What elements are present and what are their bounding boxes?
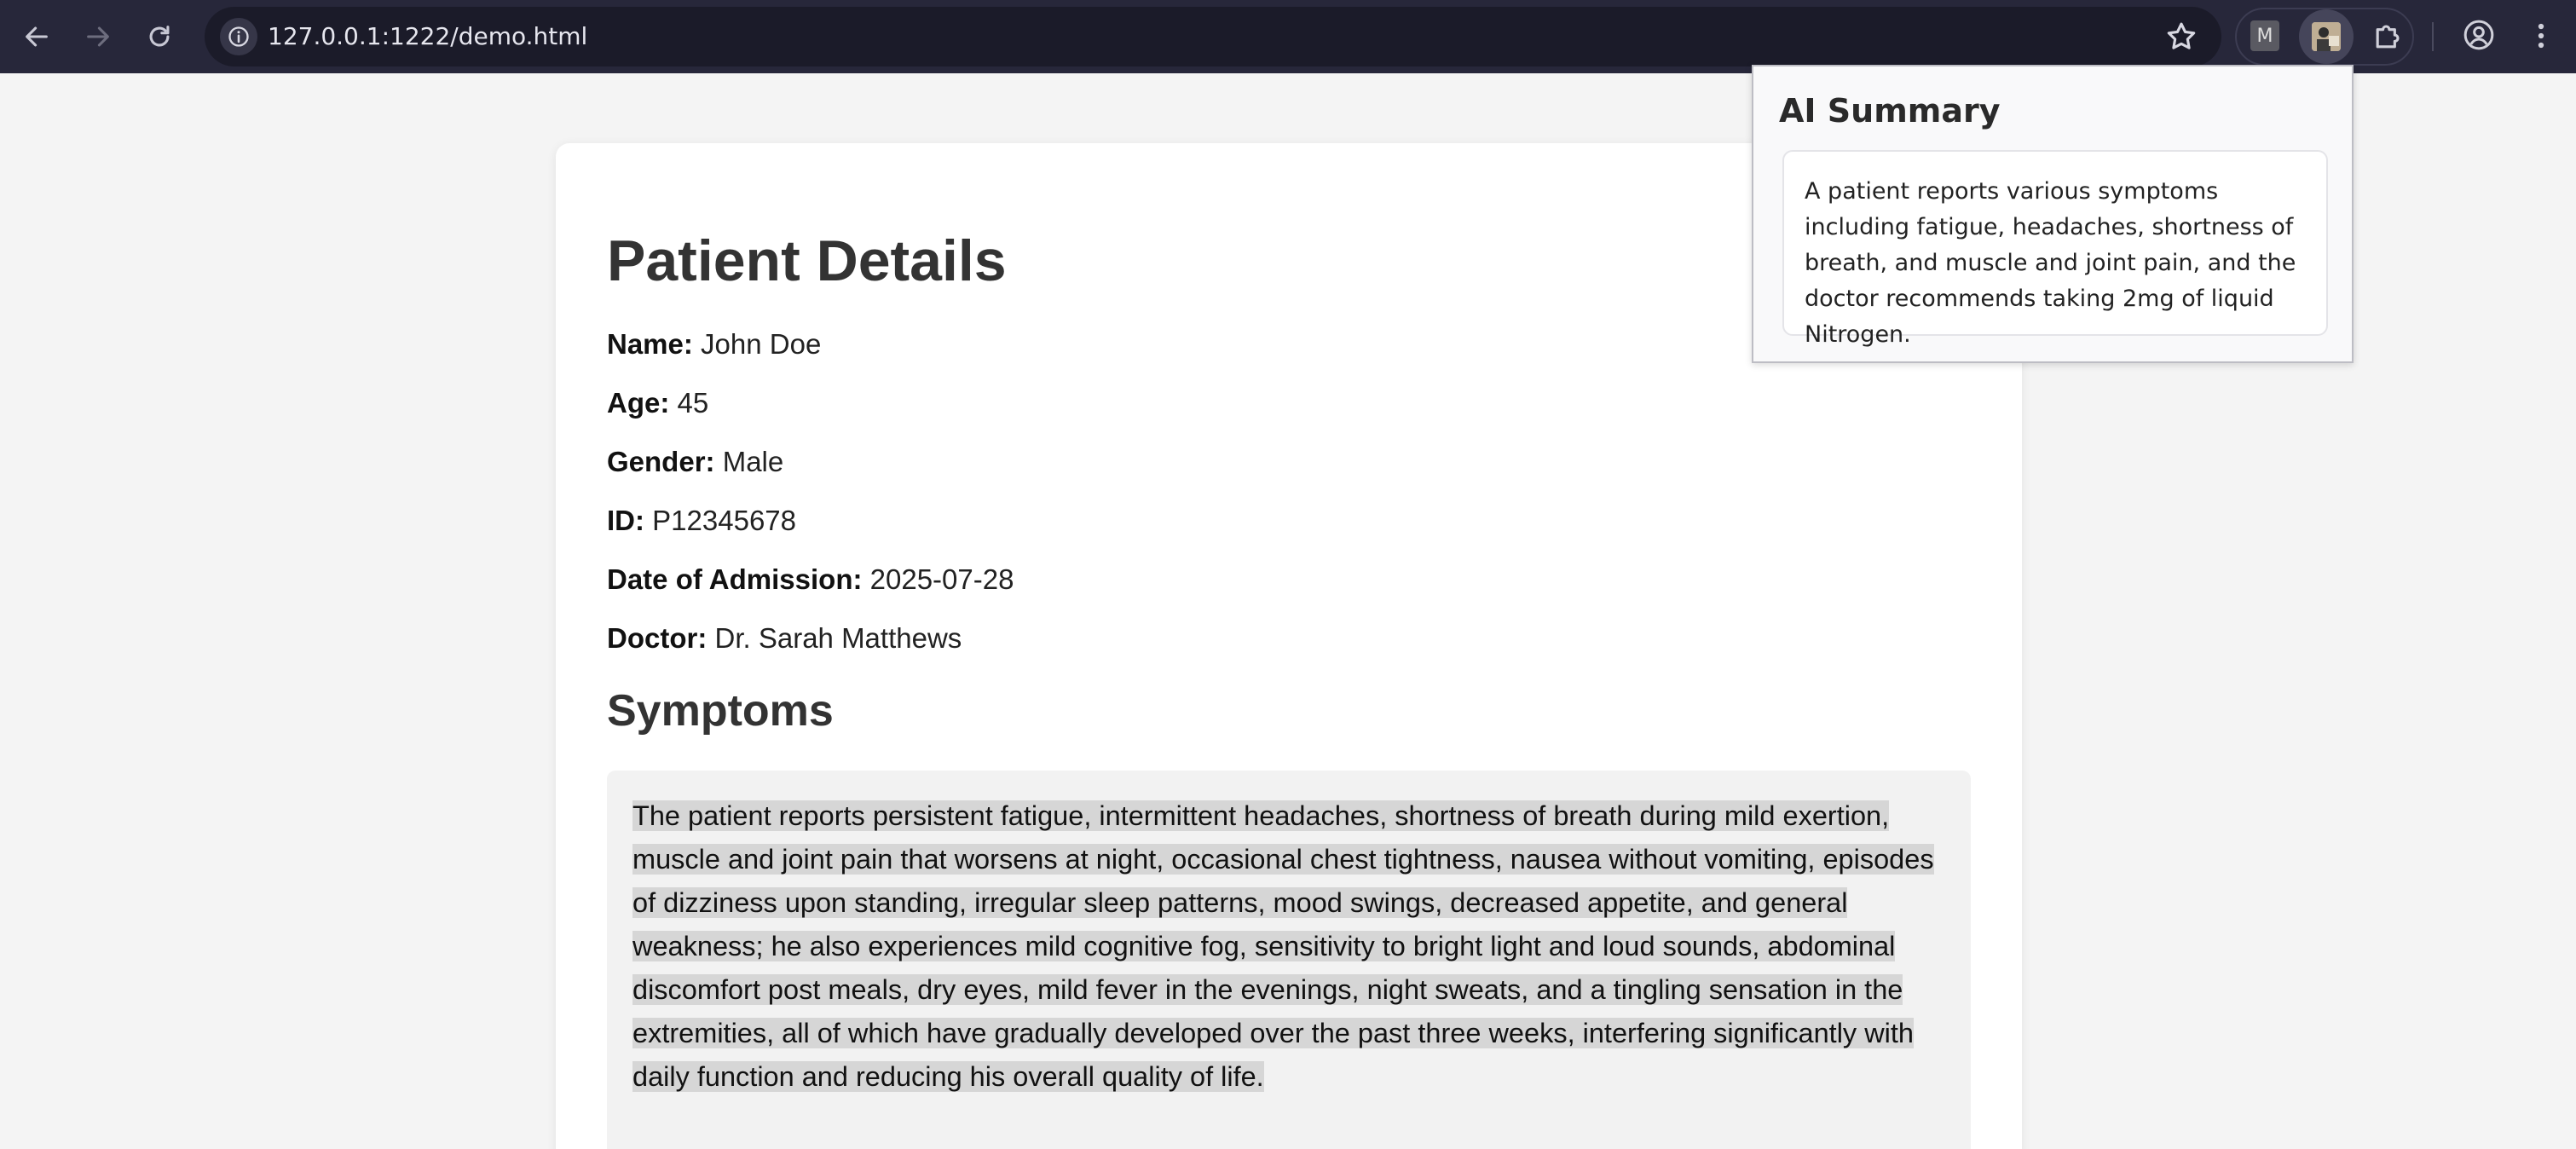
field-age [607, 386, 708, 420]
field-value: John Doe [701, 328, 822, 360]
page-title: Patient Details [607, 228, 1007, 293]
field-id [607, 504, 796, 538]
field-label: Name: [607, 328, 693, 360]
toolbar-divider [2432, 22, 2434, 51]
symptoms-box [607, 771, 1971, 1149]
field-label: ID: [607, 505, 644, 536]
kebab-menu-icon[interactable] [2527, 17, 2556, 55]
back-arrow-icon[interactable] [15, 15, 58, 58]
field-admission-date [607, 563, 1014, 597]
ai-summary-popup [1752, 65, 2354, 363]
symptoms-paragraph[interactable] [632, 794, 1952, 1099]
browser-toolbar [0, 0, 2576, 73]
field-name [607, 327, 821, 361]
symptoms-heading: Symptoms [607, 686, 834, 736]
field-label: Age: [607, 387, 670, 419]
field-value: Dr. Sarah Matthews [714, 622, 962, 654]
symptoms-selected-text[interactable]: The patient reports persistent fatigue, intermittent headaches, shortness of breath during mild exertion, muscle and joint pain that worsens at night, occasional chest tightness, nausea without vomiting, episodes of dizziness upon standing, irregular sleep patterns, mood swings, decreased appetite, and general weakness; he also experiences mild cognitive fog, sensitivity to bright light and loud sounds, abdominal discomfort post meals, dry eyes, mild fever in the evenings, night sweats, and a tingling sensation in the extremities, all of which have gradually developed over the past three weeks, interfering significantly with daily function and reducing his overall quality of life. [632, 800, 1934, 1092]
field-value: 45 [677, 387, 709, 419]
field-label: Doctor: [607, 622, 708, 654]
url-text[interactable]: 127.0.0.1:1222/demo.html [268, 22, 588, 50]
forward-arrow-icon[interactable] [77, 15, 119, 58]
field-doctor [607, 621, 962, 655]
extension-avatar-icon[interactable] [2299, 9, 2354, 64]
site-info-icon[interactable] [220, 18, 257, 55]
field-gender [607, 445, 783, 479]
extension-m-icon[interactable]: M [2250, 20, 2279, 51]
popup-title: AI Summary [1779, 92, 2001, 130]
field-value: Male [722, 446, 784, 477]
field-label: Date of Admission: [607, 563, 863, 595]
address-bar[interactable] [205, 7, 2221, 66]
extension-avatar-image [2312, 22, 2341, 51]
profile-icon[interactable] [2462, 18, 2496, 52]
field-value: 2025-07-28 [869, 563, 1014, 595]
bookmark-star-icon[interactable] [2163, 19, 2199, 55]
summary-box [1782, 150, 2328, 348]
reload-icon[interactable] [138, 15, 181, 58]
field-value: P12345678 [652, 505, 797, 536]
puzzle-icon[interactable] [2370, 17, 2407, 55]
summary-text: A patient reports various symptoms including fatigue, headaches, shortness of breath, and muscle and joint pain, and the doctor recommends taking 2mg of liquid Nitrogen. [1805, 178, 2296, 348]
field-label: Gender: [607, 446, 715, 477]
